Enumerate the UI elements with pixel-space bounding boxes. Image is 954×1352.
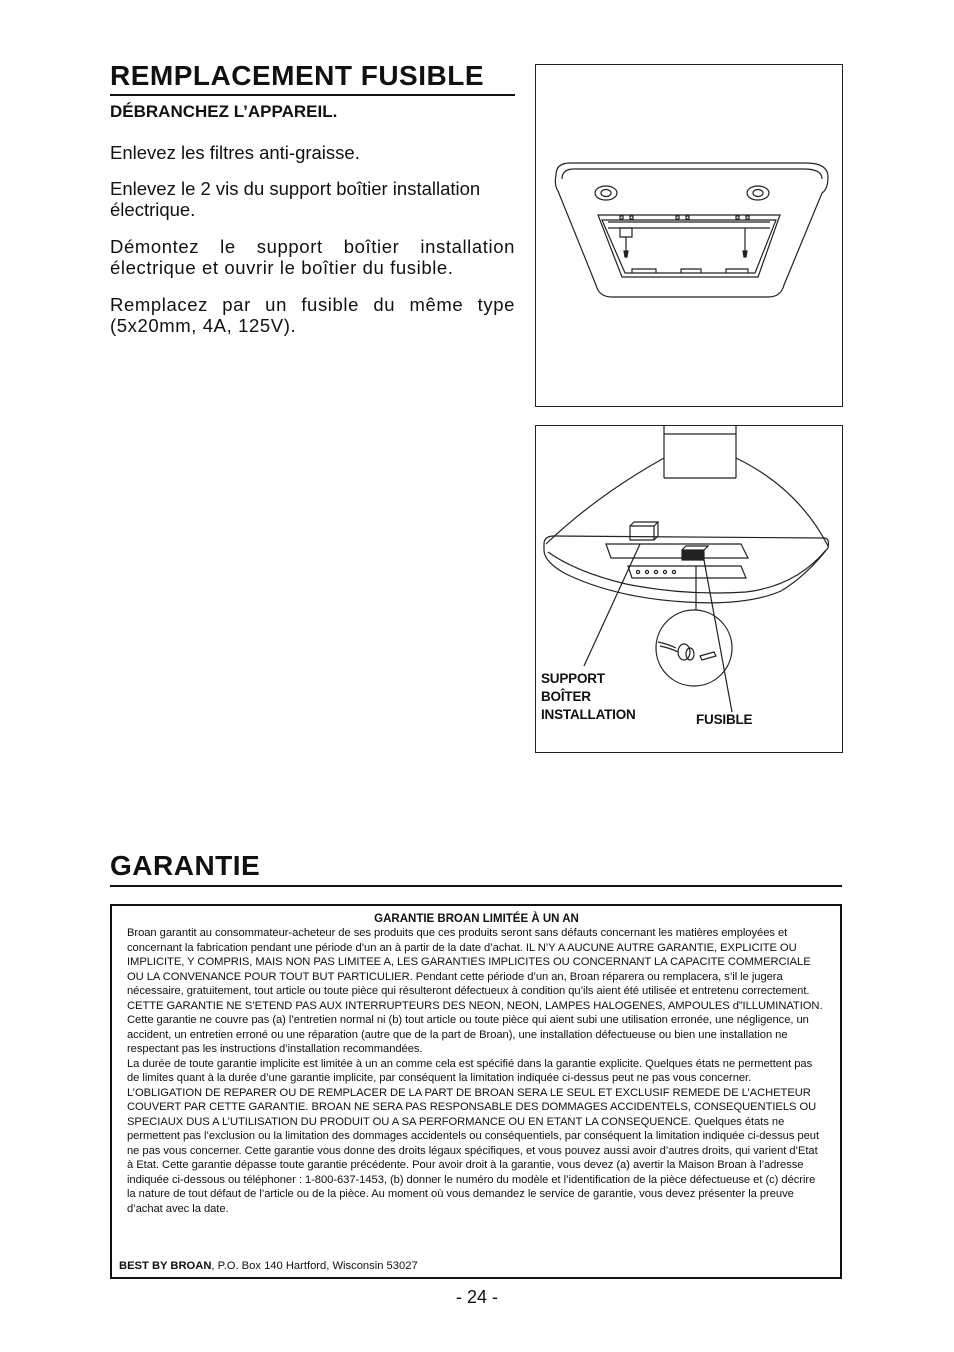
warranty-paragraph-1: Broan garantit au consommateur-acheteur de ses produits que ces produits seront sans défauts concernant les matières employées et concernant la fabrication pendant une période d’un an à partir de la date d’achat. IL N’Y A AUCUNE AUTRE GARANTIE, EXPLICITE OU IMPLICITE, Y COMPRIS, MAIS NON PAS LIMITEE A, LES GARANTIES IMPLICITES OU CONCERNANT LA CAPACITE COMMERCIALE OU LA CONVENANCE POUR TOUT BUT PARTICULIER. Pendant cette période d’un an, Broan réparera ou remplacera, s’il le jugera nécessaire, gratuitement, tout article ou toute pièce qui résulteront défectueux à condition qu’ils aient été utilisée et entretenu correctement. [127, 927, 811, 997]
unplug-warning: DÉBRANCHEZ L’APPAREIL. [110, 102, 338, 121]
label-fuse: FUSIBLE [696, 712, 753, 727]
warranty-paragraph-3: La durée de toute garantie implicite est limitée à un an comme cela est spécifié dans la garantie explicite. Quelques états ne permettent pas de limites quant à la durée d’une garantie implicite, par conséquent la limitation indiquée ci-dessus peut ne pas vous concerner. [127, 1057, 813, 1084]
page-number: - 24 - [455, 1287, 498, 1307]
figure-fuse-location [535, 425, 843, 753]
warranty-box [110, 904, 842, 1279]
step-3: Démontez le support boîtier installation électrique et ouvrir le boîtier du fusible. [110, 236, 515, 278]
instructions [110, 142, 515, 336]
warranty-heading: GARANTIE BROAN LIMITÉE À UN AN [374, 913, 579, 925]
warranty-title-underline [110, 885, 842, 887]
section-title-warranty: GARANTIE [110, 850, 261, 881]
step-1: Enlevez les filtres anti-graisse. [110, 142, 360, 163]
step-4: Remplacez par un fusible du même type (5x20mm, 4A, 125V). [110, 294, 515, 336]
warranty-footer [119, 1259, 418, 1273]
section-title-fuse: REMPLACEMENT FUSIBLE [110, 60, 484, 91]
warranty-paragraph-4: L’OBLIGATION DE REPARER OU DE REMPLACER DE LA PART DE BROAN SERA LE SEUL ET EXCLUSIF REMEDE DE L’ACHETEUR COUVERT PAR CETTE GARANTIE. BROAN NE SERA PAS RESPONSABLE DES DOMMAGES ACCIDENTELS, CONSEQUENTIELS OU SPECIAUX DUS A L’UTILISATION DU PRODUIT OU A SA PERFORMANCE OU EN ETANT LA CONSEQUENCE. Quelques états ne permettent pas l’exclusion ou la limitation des dommages accidentels ou conséquentiels, par conséquent la limitation indiquée ci-dessus peut ne pas vous concerner. Cette garantie vous donne des droits légaux spécifiques, et vous pouvez aussi avoir d’autres droits, qui varient d’Etat à Etat. Cette garantie dépasse toute garantie précédente. Pour avoir droit à la garantie, vous devez (a) avertir la Maison Broan à l’adresse indiquée ci-dessous ou téléphoner : 1-800-637-1453, (b) donner le numéro du modèle et l’identification de la pièce défectueuse et (c) décrire la nature de tout défaut de l’article ou de la pièce. Au moment où vous demandez le service de garantie, vous devez présenter la preuve d’achat avec la date. [127, 1086, 820, 1215]
figure-hood-underside [535, 64, 843, 407]
warranty-paragraph-2: CETTE GARANTIE NE S’ETEND PAS AUX INTERRUPTEURS DES NEON, NEON, LAMPES HALOGENES, AMPOULES d”ILLUMINATION. Cette garantie ne couvre pas (a) l’entretien normal ni (b) tout article ou toute pièce qui aient subi une utilisation erronée, une négligence, un accident, un entretien erroné ou une réparation (autre que de la part de Broan), une installation défectueuse ou bien une installation ne respectant pas les instructions d’installation recommandées. [127, 999, 823, 1055]
title-underline [110, 94, 515, 96]
hood-underside-drawing [536, 65, 842, 406]
label-support-bracket: SUPPORT BOÎTER INSTALLATION [541, 671, 636, 722]
footer-address: , P.O. Box 140 Hartford, Wisconsin 53027 [211, 1260, 418, 1272]
step-2: Enlevez le 2 vis du support boîtier installation électrique. [110, 178, 481, 220]
footer-brand: BEST BY BROAN [119, 1260, 212, 1272]
